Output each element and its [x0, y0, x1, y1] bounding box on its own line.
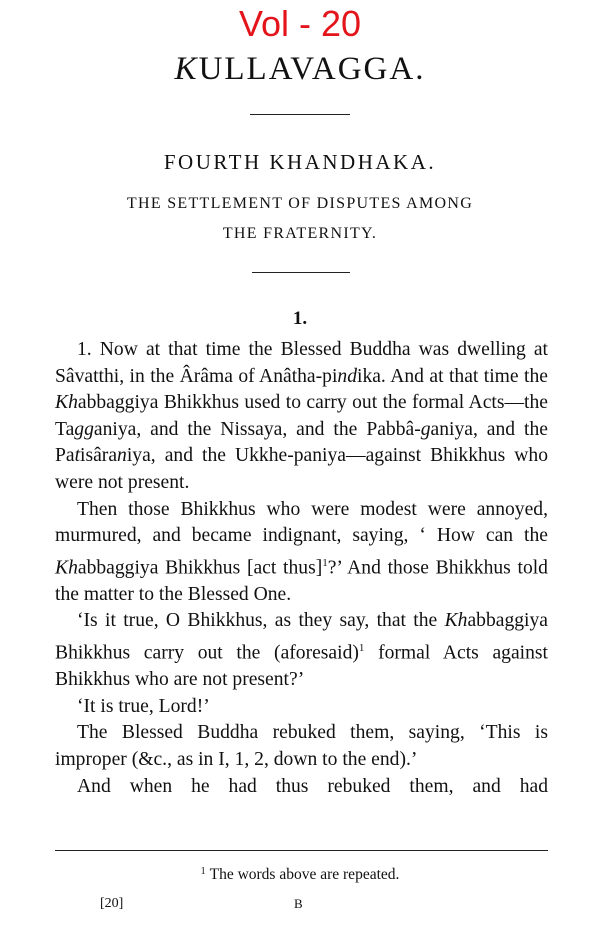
chapter-subtitle-line-1: THE SETTLEMENT OF DISPUTES AMONG	[126, 195, 474, 212]
signature-mark: B	[294, 896, 303, 911]
section-number: 1.	[292, 308, 308, 329]
chapter-heading: FOURTH KHANDHAKA.	[163, 150, 437, 174]
italic-run: Kh	[55, 557, 78, 579]
text-run: aniya, and the Pa	[55, 418, 548, 467]
paragraph-4: ‘It is true, Lord!’	[77, 695, 210, 717]
text-run: iya, and the Ukkhe-paniya—against Bhikkhus who were not present.	[55, 445, 548, 493]
page-number: [20]	[100, 896, 124, 911]
footnote-text: The words above are repeated.	[209, 866, 400, 883]
italic-run: g	[420, 418, 431, 440]
text-run: isâra	[80, 445, 118, 467]
title-rule	[250, 114, 350, 115]
text-run: ?’ And those Bhikkhus told the matter to the Blessed One.	[55, 557, 548, 605]
footnote-ref: 1	[322, 556, 328, 569]
text-run: ika. And at that time the	[357, 365, 548, 387]
italic-run: Kh	[444, 610, 468, 632]
italic-run: Kh	[55, 392, 78, 414]
book-title-rest: ULLAVAGGA.	[198, 51, 426, 87]
paragraph-3	[55, 608, 548, 693]
chapter-subtitle-line-2: THE FRATERNITY.	[222, 225, 378, 242]
book-title-initial: K	[174, 51, 199, 87]
italic-run: t	[74, 445, 81, 467]
text-run: ‘Is it true, O Bhikkhus, as they say, that the	[77, 610, 445, 632]
text-run: abbaggiya Bhikkhus used to carry out the formal Acts—the Ta	[55, 392, 548, 440]
chapter-rule	[252, 272, 350, 273]
text-run: abbaggiya Bhikkhus carry out the (aforesaid)	[55, 610, 548, 664]
paragraph-2	[55, 497, 548, 609]
book-title	[0, 50, 600, 88]
text-run: Then those Bhikkhus who were modest were annoyed, murmured, and became indignant, saying, ‘ How can the	[55, 498, 548, 547]
footnote	[0, 866, 600, 884]
italic-run: gg	[74, 418, 94, 440]
text-run: aniya, and the Nissaya, and the Pabbâ-	[93, 418, 421, 440]
body-text	[55, 337, 548, 800]
text-run: formal Acts against Bhikkhus who are not present?’	[55, 642, 548, 691]
text-run: abbaggiya Bhikkhus [act thus]	[77, 557, 323, 579]
paragraph-6: And when he had thus rebuked them, and had	[77, 775, 548, 797]
italic-run: nd	[337, 365, 357, 387]
italic-run: n	[117, 445, 127, 467]
paragraph-1	[55, 337, 548, 497]
footnote-ref: 1	[358, 642, 365, 655]
volume-label: Vol - 20	[238, 3, 362, 44]
footnote-mark: 1	[200, 866, 206, 877]
text-run: 1. Now at that time the Blessed Buddha was dwelling at Sâvatthi, in the Ârâma of Anâtha-pi	[55, 339, 548, 387]
footnote-rule	[55, 850, 548, 851]
paragraph-5: The Blessed Buddha rebuked them, saying, ‘This is improper (&c., as in I, 1, 2, down to the end).’	[55, 722, 548, 770]
